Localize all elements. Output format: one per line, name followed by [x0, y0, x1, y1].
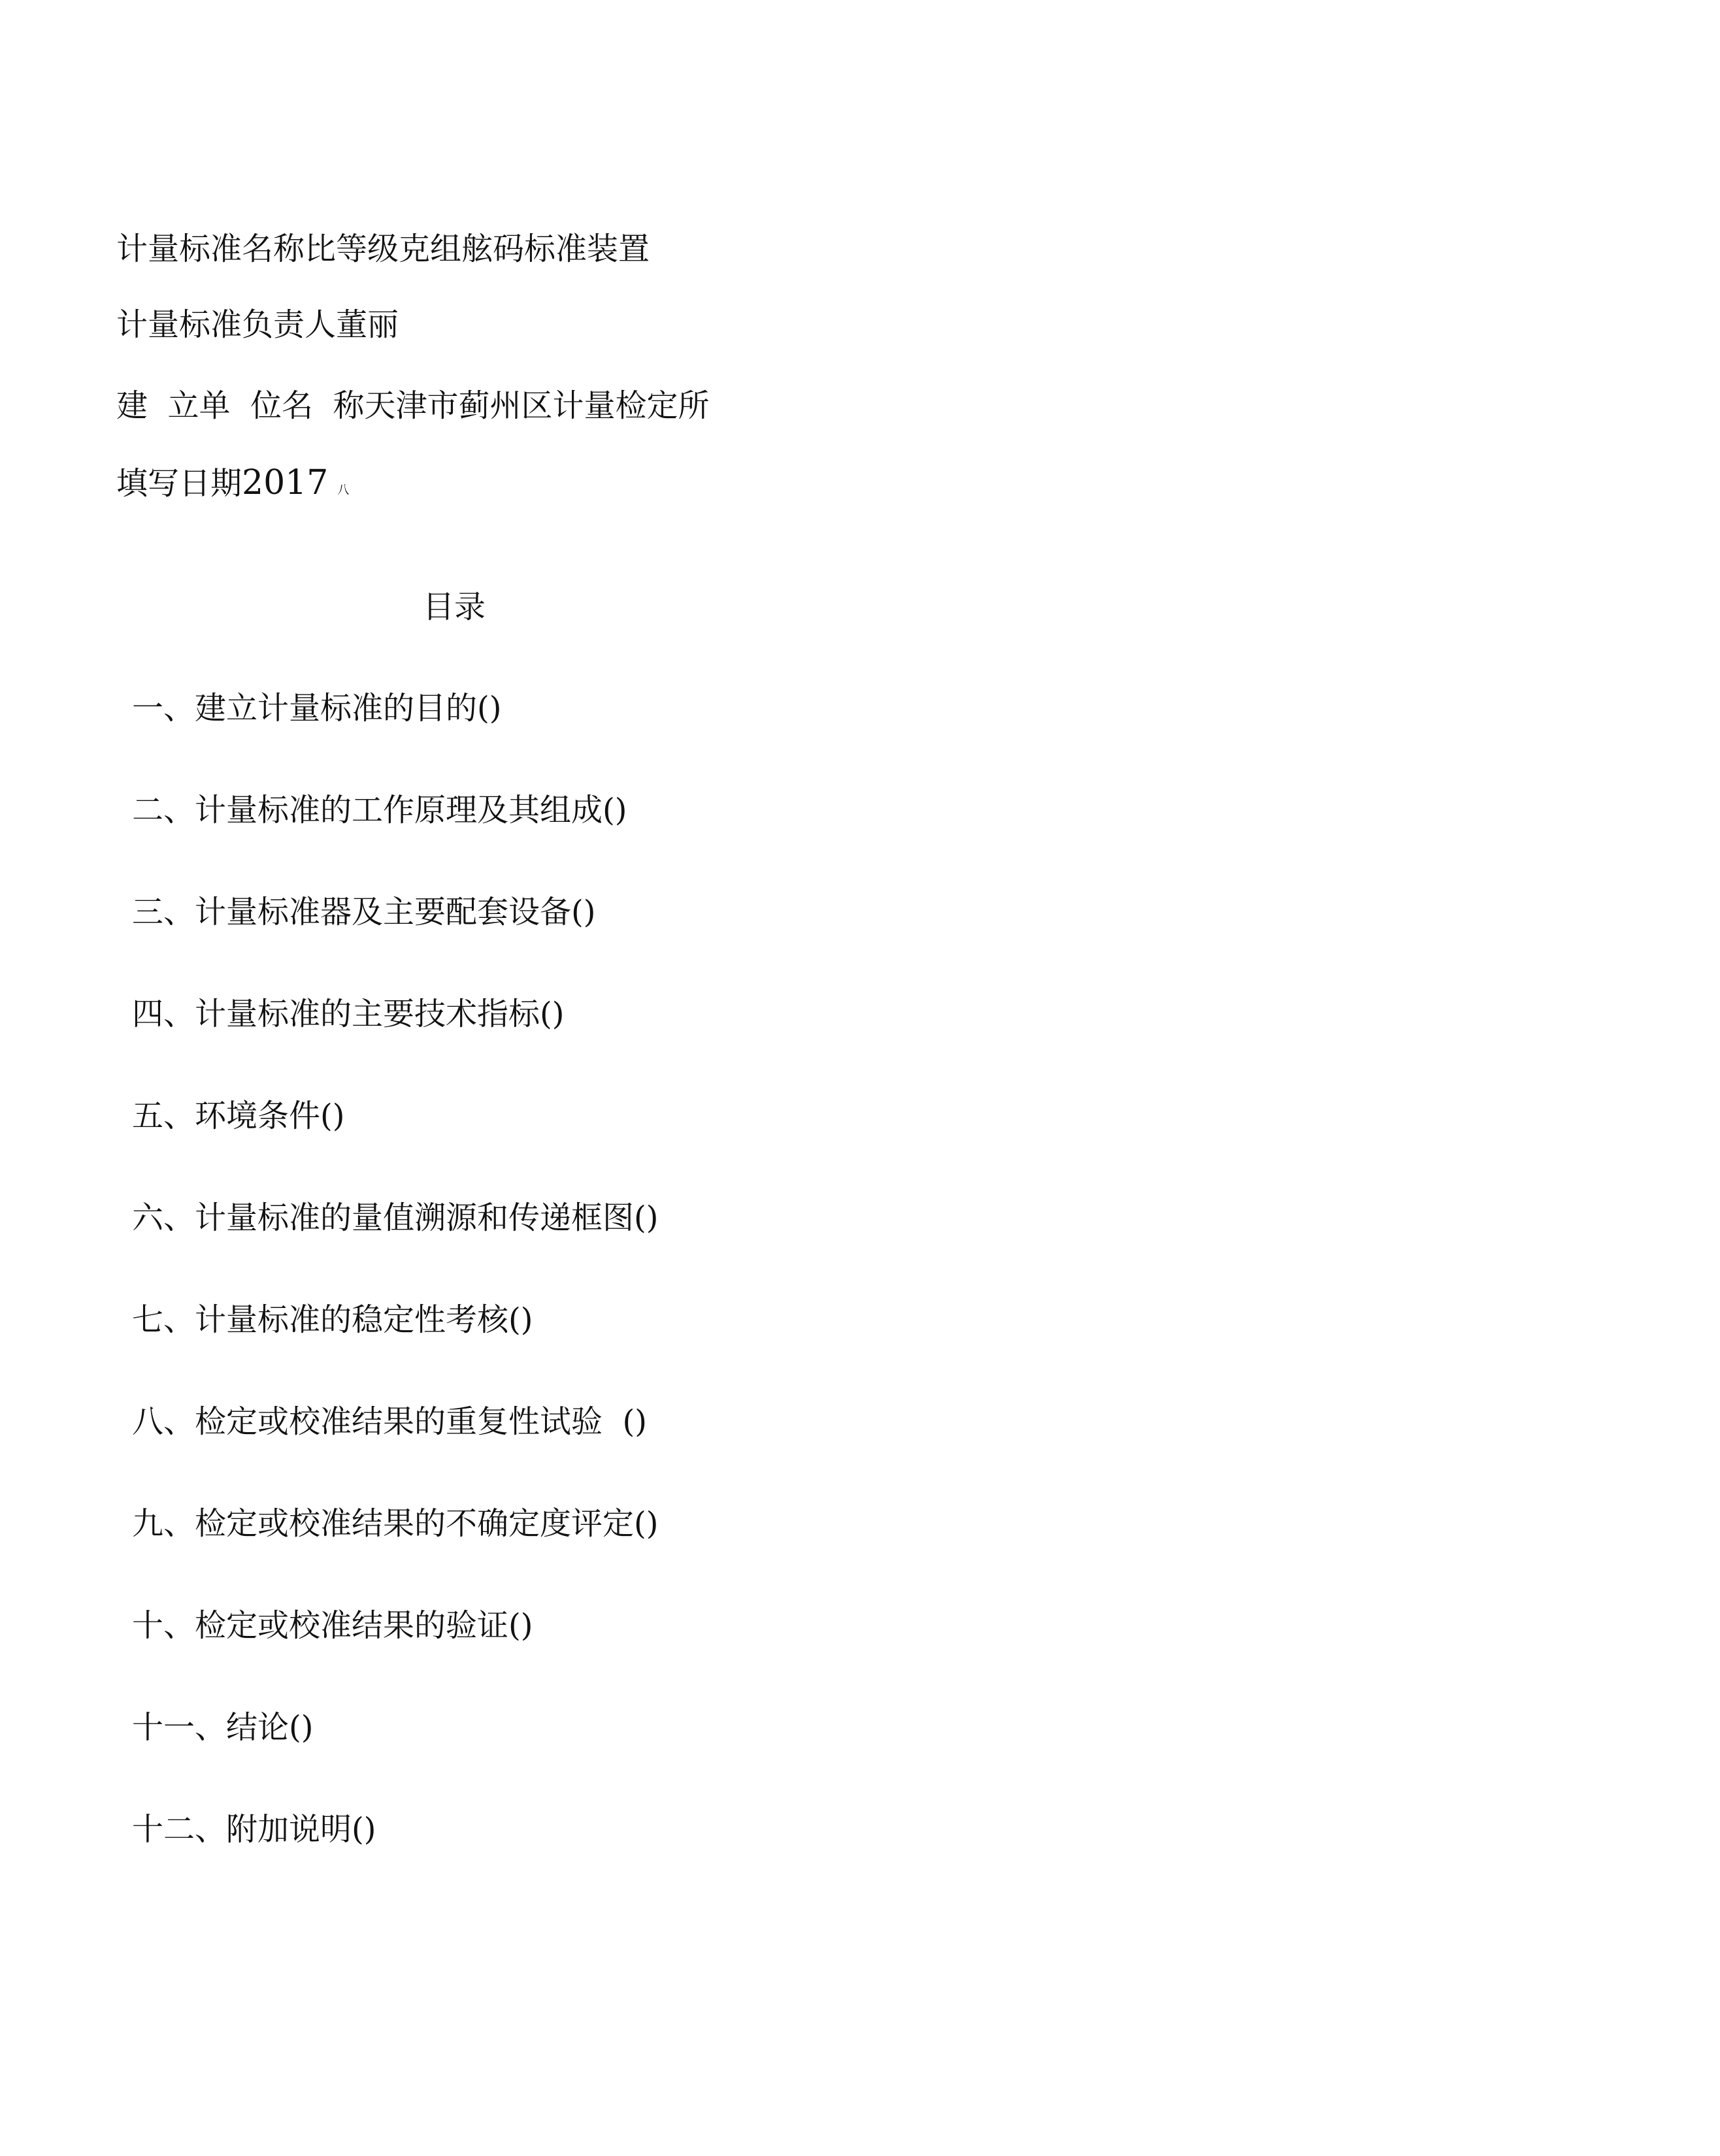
toc-title: 目录: [423, 589, 486, 625]
toc-item-2: 二、计量标准的工作原理及其组成(): [132, 792, 627, 828]
toc-item-6: 六、计量标准的量值溯源和传递框图(): [132, 1200, 659, 1236]
toc-item-10: 十、检定或校准结果的验证(): [132, 1607, 533, 1644]
responsible-person-line: 计量标准负责人董丽: [116, 306, 399, 343]
toc-item-5: 五、环境条件(): [132, 1098, 345, 1134]
fill-date-line: [116, 463, 350, 502]
date-value: 2017: [242, 463, 329, 502]
toc-item-9: 九、检定或校准结果的不确定度评定(): [132, 1505, 659, 1542]
toc-item-4: 四、计量标准的主要技术指标(): [132, 996, 565, 1032]
toc-item-7: 七、计量标准的稳定性考核(): [132, 1301, 533, 1338]
toc-item-12: 十二、附加说明(): [132, 1811, 376, 1848]
toc-item-8: 八、检定或校准结果的重复性试验 (): [132, 1403, 647, 1440]
standard-name-line: 计量标准名称比等级克组舷码标准装置: [116, 231, 650, 267]
toc-item-1: 一、建立计量标准的目的(): [132, 690, 502, 727]
organization-line: 建 立单 位名 称天津市蓟州区计量检定所: [116, 387, 710, 424]
toc-item-3: 三、计量标准器及主要配套设备(): [132, 894, 596, 930]
toc-item-11: 十一、结论(): [132, 1709, 314, 1746]
date-label: 填写日期: [116, 465, 242, 502]
date-mark: 八: [337, 483, 350, 497]
